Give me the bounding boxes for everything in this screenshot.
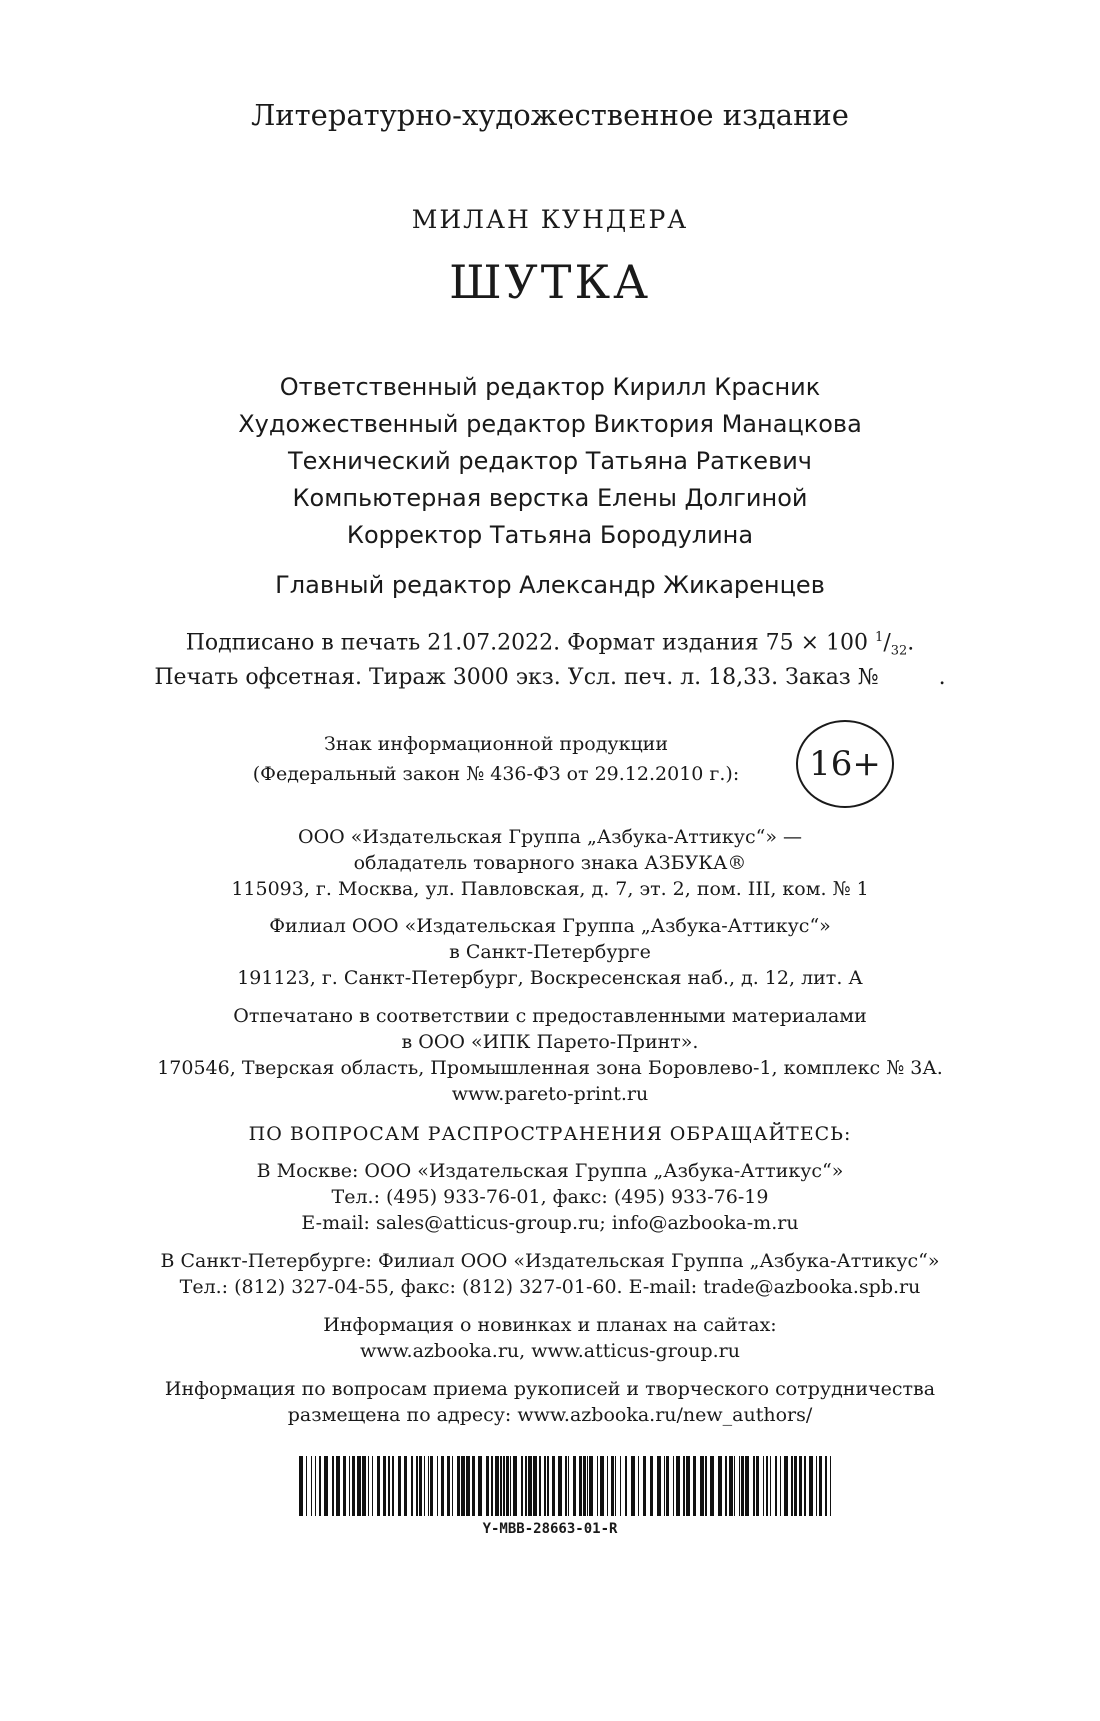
barcode-bar <box>718 1456 722 1516</box>
barcode-bar <box>324 1456 328 1516</box>
barcode-bar <box>756 1456 759 1516</box>
moscow-phone: Тел.: (495) 933-76-01, факс: (495) 933-76-19 <box>331 1186 769 1208</box>
barcode-bar <box>804 1456 806 1516</box>
barcode-bar <box>533 1456 537 1516</box>
barcode-bar <box>693 1456 696 1516</box>
author-name: МИЛАН КУНДЕРА <box>411 205 689 234</box>
barcode-bar <box>495 1456 499 1516</box>
barcode-bar <box>780 1456 781 1516</box>
barcode-bar <box>784 1456 788 1516</box>
barcode-bar <box>607 1456 608 1516</box>
barcode-bar <box>573 1456 576 1516</box>
info-sign-law: (Федеральный закон № 436-ФЗ от 29.12.2010 г.): <box>252 763 740 785</box>
barcode-bar <box>643 1456 646 1516</box>
printer-line: 170546, Тверская область, Промышленная зона Боровлево-1, комплекс № 3А. <box>157 1057 943 1079</box>
barcode-bar <box>349 1456 350 1516</box>
branch-line: в Санкт-Петербурге <box>449 941 651 963</box>
barcode-bar <box>319 1456 321 1516</box>
branch-line: 191123, г. Санкт-Петербург, Воскресенская наб., д. 12, лит. А <box>237 967 863 989</box>
print-line-end: . <box>907 630 915 656</box>
barcode-bar <box>683 1456 685 1516</box>
barcode-bar <box>775 1456 777 1516</box>
fraction-separator: / <box>883 630 891 656</box>
barcode-bar <box>513 1456 517 1516</box>
barcode-bar <box>825 1456 827 1516</box>
barcode-bar <box>506 1456 509 1516</box>
print-info-line-1 <box>0 630 1100 659</box>
barcode-bar <box>819 1456 822 1516</box>
news-sites: www.azbooka.ru, www.atticus-group.ru <box>360 1340 740 1362</box>
barcode-bar <box>745 1456 749 1516</box>
barcode-bar <box>486 1456 489 1516</box>
publisher-line: обладатель товарного знака АЗБУКА® <box>353 852 747 874</box>
barcode-bar <box>734 1456 735 1516</box>
barcode-bar <box>428 1456 429 1516</box>
barcode-bar <box>472 1456 475 1516</box>
barcode-bar <box>525 1456 527 1516</box>
barcode-bar <box>441 1456 444 1516</box>
print-format-text: Подписано в печать 21.07.2022. Формат издания 75 × 100 <box>185 630 876 656</box>
barcode-bar <box>657 1456 661 1516</box>
printer-line: в ООО «ИПК Парето-Принт». <box>401 1031 699 1053</box>
barcode-bar <box>816 1456 817 1516</box>
book-title: ШУТКА <box>449 255 651 309</box>
print-info-line-2 <box>0 665 1100 690</box>
barcode-bar <box>500 1456 502 1516</box>
distribution-heading: ПО ВОПРОСАМ РАСПРОСТРАНЕНИЯ ОБРАЩАЙТЕСЬ: <box>248 1123 852 1145</box>
barcode-code: Y-MBB-28663-01-R <box>482 1521 618 1537</box>
barcode-bar <box>705 1456 707 1516</box>
fraction-denominator: 32 <box>890 643 908 659</box>
manuscripts-line: Информация по вопросам приема рукописей и творческого сотрудничества <box>164 1378 936 1400</box>
barcode-bar <box>457 1456 460 1516</box>
barcode-bar <box>631 1456 635 1516</box>
fraction-numerator: 1 <box>875 630 884 645</box>
barcode-bar <box>589 1456 593 1516</box>
print-run-text: Печать офсетная. Тираж 3000 экз. Усл. печ. л. 18,33. Заказ № <box>154 665 879 690</box>
barcode-bar <box>466 1456 470 1516</box>
credit-line: Технический редактор Татьяна Раткевич <box>287 447 812 475</box>
barcode-bar <box>528 1456 532 1516</box>
barcode-bar <box>587 1456 588 1516</box>
barcode-bar <box>352 1456 355 1516</box>
branch-line: Филиал ООО «Издательская Группа „Азбука-Аттикус“» <box>269 915 831 937</box>
barcode-bar <box>686 1456 690 1516</box>
barcode-bar <box>411 1456 413 1516</box>
barcode-bar <box>565 1456 567 1516</box>
barcode-bar <box>424 1456 425 1516</box>
age-rating-value: 16+ <box>809 744 881 784</box>
chief-editor: Главный редактор Александр Жикаренцев <box>275 571 825 599</box>
barcode-bar <box>343 1456 346 1516</box>
barcode-bar <box>615 1456 616 1516</box>
barcode-bar <box>539 1456 541 1516</box>
printer-website: www.pareto-print.ru <box>451 1083 649 1105</box>
moscow-email: E-mail: sales@atticus-group.ru; info@azbooka-m.ru <box>301 1212 799 1234</box>
barcode-bar <box>368 1456 369 1516</box>
manuscripts-url: размещена по адресу: www.azbooka.ru/new_authors/ <box>287 1404 813 1426</box>
publisher-line: 115093, г. Москва, ул. Павловская, д. 7, эт. 2, пом. III, ком. № 1 <box>231 878 869 900</box>
barcode-bar <box>676 1456 680 1516</box>
barcode-bar <box>362 1456 366 1516</box>
barcode-bar <box>372 1456 373 1516</box>
barcode-bar <box>336 1456 340 1516</box>
barcode-bar <box>558 1456 562 1516</box>
barcode-bar <box>388 1456 390 1516</box>
barcode-bar <box>799 1456 802 1516</box>
barcode-bar <box>700 1456 704 1516</box>
barcode-bar <box>611 1456 614 1516</box>
barcode-bar <box>478 1456 482 1516</box>
barcode-bar <box>579 1456 582 1516</box>
credit-line: Художественный редактор Виктория Манацкова <box>238 410 862 438</box>
barcode-bar <box>794 1456 797 1516</box>
barcode-bar <box>437 1456 438 1516</box>
barcode-bar <box>510 1456 511 1516</box>
barcode-bar <box>739 1456 740 1516</box>
spb-line: В Санкт-Петербурге: Филиал ООО «Издательская Группа „Азбука-Аттикус“» <box>160 1250 940 1272</box>
moscow-line: В Москве: ООО «Издательская Группа „Азбука-Аттикус“» <box>256 1160 844 1182</box>
barcode-bar <box>404 1456 407 1516</box>
barcode-bar <box>597 1456 598 1516</box>
barcode-bar <box>620 1456 621 1516</box>
barcode-bar <box>491 1456 493 1516</box>
barcode-bar <box>583 1456 586 1516</box>
barcode-bar <box>521 1456 523 1516</box>
barcode-bar <box>315 1456 316 1516</box>
barcode <box>299 1456 833 1516</box>
barcode-bar <box>664 1456 665 1516</box>
publisher-line: ООО «Издательская Группа „Азбука-Аттикус“» — <box>298 826 802 848</box>
barcode-bar <box>398 1456 401 1516</box>
barcode-bar <box>383 1456 386 1516</box>
barcode-bar <box>638 1456 639 1516</box>
barcode-bar <box>447 1456 450 1516</box>
print-line2-end: . <box>938 665 946 690</box>
barcode-bar <box>650 1456 653 1516</box>
barcode-bar <box>625 1456 627 1516</box>
barcode-bar <box>753 1456 755 1516</box>
barcode-bar <box>725 1456 727 1516</box>
credit-line: Компьютерная верстка Елены Долгиной <box>292 484 808 512</box>
credit-line: Ответственный редактор Кирилл Красник <box>279 373 821 401</box>
spb-contacts: Тел.: (812) 327-04-55, факс: (812) 327-01-60. E-mail: trade@azbooka.spb.ru <box>179 1276 921 1298</box>
barcode-bar <box>547 1456 549 1516</box>
barcode-bar <box>809 1456 813 1516</box>
barcode-bar <box>461 1456 465 1516</box>
barcode-bar <box>544 1456 546 1516</box>
barcode-bar <box>568 1456 569 1516</box>
age-rating-badge <box>796 720 894 808</box>
barcode-bar <box>791 1456 793 1516</box>
info-sign-label: Знак информационной продукции <box>323 733 668 755</box>
barcode-bar <box>332 1456 334 1516</box>
barcode-bar <box>552 1456 555 1516</box>
barcode-bar <box>729 1456 733 1516</box>
barcode-bar <box>299 1456 303 1516</box>
barcode-bar <box>600 1456 604 1516</box>
barcode-bar <box>357 1456 361 1516</box>
barcode-bar <box>311 1456 312 1516</box>
barcode-bar <box>392 1456 394 1516</box>
barcode-bar <box>830 1456 831 1516</box>
barcode-bar <box>766 1456 768 1516</box>
barcode-bar <box>430 1456 433 1516</box>
barcode-bar <box>741 1456 744 1516</box>
barcode-bar <box>416 1456 418 1516</box>
barcode-bar <box>666 1456 669 1516</box>
barcode-bar <box>763 1456 764 1516</box>
barcode-bar <box>306 1456 307 1516</box>
news-line: Информация о новинках и планах на сайтах: <box>323 1314 777 1336</box>
barcode-bar <box>770 1456 771 1516</box>
barcode-bar <box>377 1456 380 1516</box>
barcode-bar <box>710 1456 714 1516</box>
genre-line: Литературно-художественное издание <box>251 98 849 132</box>
barcode-bar <box>503 1456 505 1516</box>
credit-line: Корректор Татьяна Бородулина <box>346 521 754 549</box>
barcode-bar <box>452 1456 453 1516</box>
barcode-bar <box>419 1456 422 1516</box>
printer-line: Отпечатано в соответствии с предоставленными материалами <box>233 1005 867 1027</box>
barcode-bar <box>673 1456 674 1516</box>
